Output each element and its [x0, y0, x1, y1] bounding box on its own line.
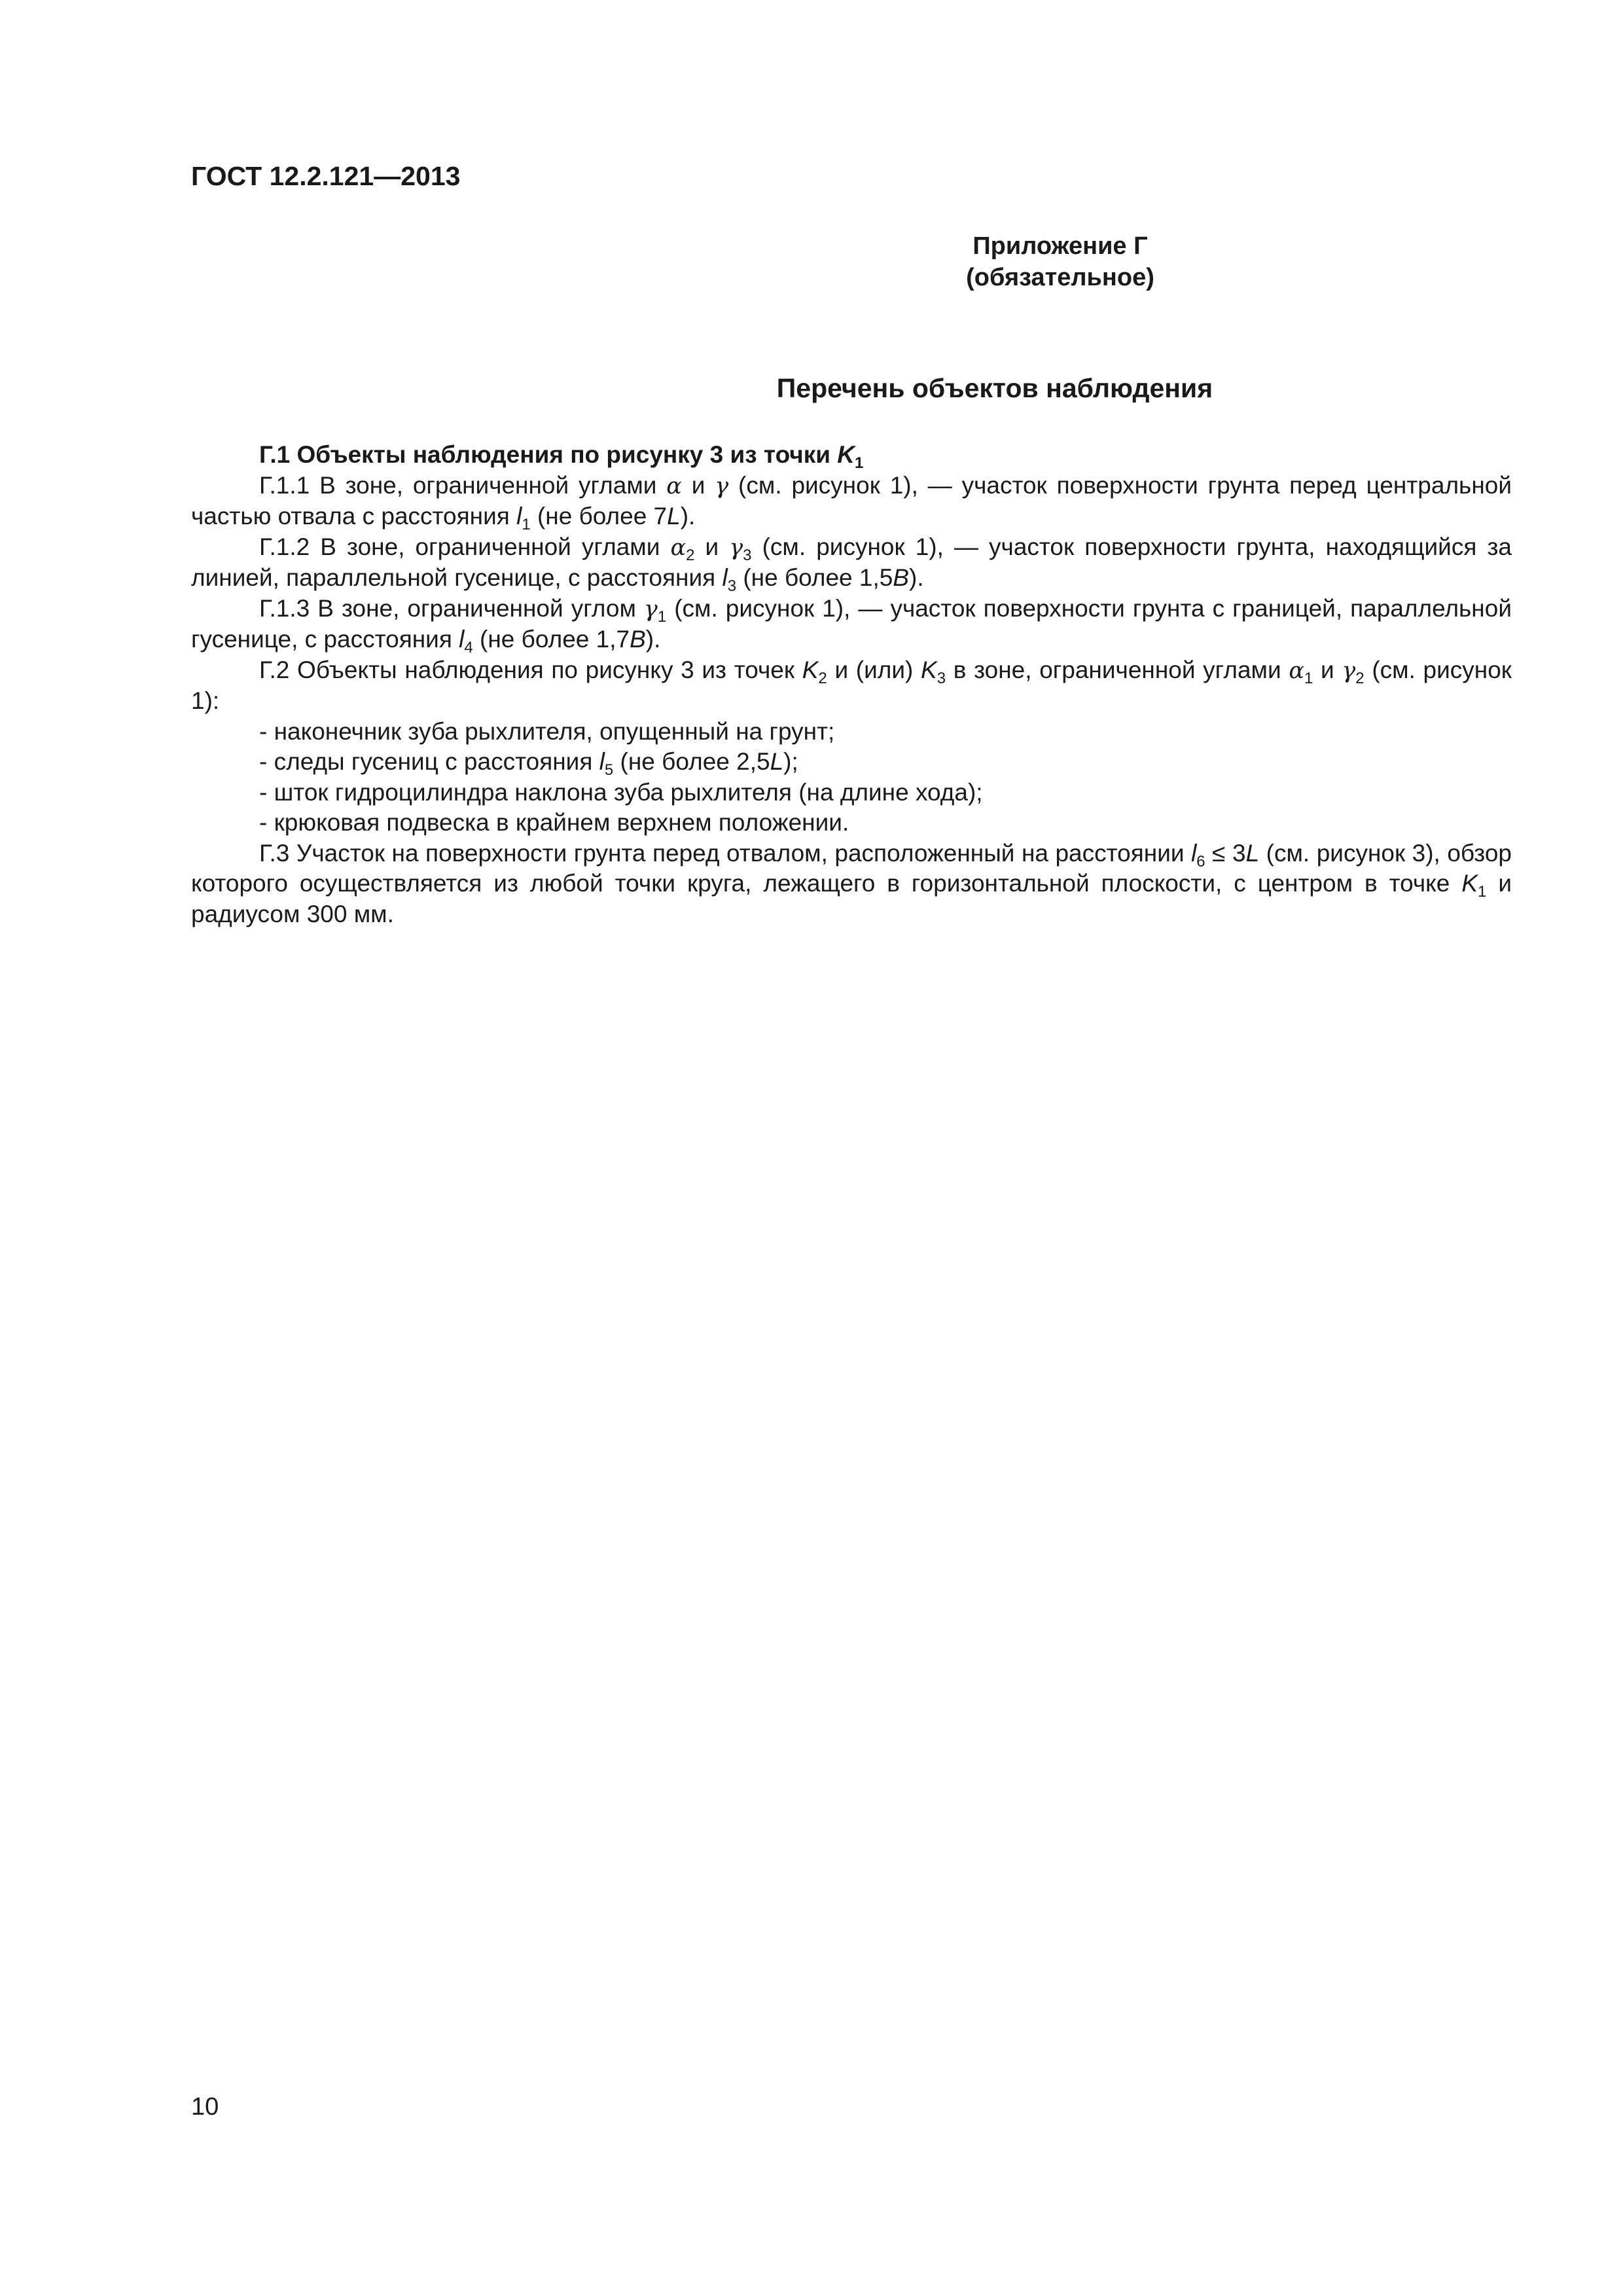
alpha-symbol: α: [1289, 657, 1304, 684]
section-title: Перечень объектов наблюдения: [776, 373, 1213, 403]
gamma-symbol: γ: [1342, 657, 1356, 684]
text: ).: [645, 626, 661, 653]
clause-g1-1: [191, 471, 1512, 532]
text: (не более 1,5: [736, 564, 893, 591]
text: Г.1.1 В зоне, ограниченной углами: [259, 471, 667, 499]
text: (см. рисунок 1), — участок поверхности грунта перед центральной частью отвала с расстояния: [191, 471, 1512, 529]
text: и (или): [827, 656, 921, 683]
gamma-symbol: γ: [643, 596, 658, 622]
text: и: [681, 471, 715, 499]
var-k: K: [921, 656, 937, 683]
var-k: K: [802, 656, 819, 683]
page-number: 10: [191, 2093, 219, 2121]
annex-status: (обязательное): [966, 264, 1154, 291]
var-B: B: [893, 564, 910, 591]
text: Г.3 Участок на поверхности грунта перед отвалом, расположенный на расстоянии: [259, 839, 1192, 867]
list-item: - наконечник зуба рыхлителя, опущенный на грунт;: [259, 717, 835, 745]
var-l: l: [1191, 839, 1197, 867]
document-body: [191, 440, 1512, 929]
text: - следы гусениц с расстояния: [259, 748, 599, 775]
clause-g1-3: [191, 594, 1512, 655]
alpha-symbol: α: [670, 534, 687, 561]
subscript: 3: [727, 577, 737, 595]
annex-heading: [720, 230, 1400, 293]
clause-g1-heading: [191, 440, 1512, 471]
text: и: [1313, 656, 1342, 683]
annex-title: Приложение Г: [972, 232, 1148, 260]
gamma-symbol: γ: [715, 473, 729, 499]
var-k: K: [837, 441, 855, 468]
text: (не более 1,7: [473, 626, 630, 653]
subscript: 1: [1478, 883, 1487, 901]
var-L: L: [1245, 839, 1260, 867]
text: Г.1 Объекты наблюдения по рисунку 3 из точки: [259, 441, 838, 468]
var-l: l: [599, 748, 605, 775]
subscript: 5: [604, 761, 614, 779]
clause-g1-2: [191, 532, 1512, 594]
text: (не более 2,5: [613, 748, 770, 775]
subscript: 2: [818, 669, 827, 687]
text: (см. рисунок 1):: [191, 656, 1512, 714]
text: Г.1.3 В зоне, ограниченной углом: [259, 594, 644, 622]
text: );: [783, 748, 798, 775]
list-item: [191, 747, 1512, 778]
text: ).: [680, 503, 696, 529]
var-B: B: [630, 626, 646, 653]
var-l: l: [459, 626, 465, 653]
subscript: 2: [1355, 669, 1364, 687]
subscript: 1: [657, 607, 667, 626]
text: в зоне, ограниченной углами: [946, 656, 1289, 683]
var-k: K: [1461, 870, 1478, 897]
text: и радиусом 300 мм.: [191, 870, 1512, 927]
document-code: ГОСТ 12.2.121—2013: [191, 161, 461, 191]
subscript: 1: [855, 454, 864, 472]
text: (см. рисунок 1), — участок поверхности грунта с границей, параллельной гусенице, с расстояния: [191, 594, 1512, 653]
text: и: [694, 533, 730, 560]
list-item: - крюковая подвеска в крайнем верхнем положении.: [259, 809, 849, 836]
clause-g2: [191, 655, 1512, 717]
text: Г.1.2 В зоне, ограниченной углами: [259, 533, 671, 560]
alpha-symbol: α: [666, 473, 682, 499]
text: (не более 7: [530, 503, 668, 529]
subscript: 1: [522, 516, 531, 533]
subscript: 2: [686, 546, 695, 564]
gamma-symbol: γ: [729, 534, 743, 561]
text: (см. рисунок 1), — участок поверхности грунта, находящийся за линией, параллельной гусенице, с расстояния: [191, 533, 1512, 591]
text: ≤ 3: [1205, 839, 1246, 867]
subscript: 1: [1304, 669, 1313, 687]
clause-g3: [191, 838, 1512, 930]
subscript: 4: [464, 639, 473, 656]
text: ).: [909, 564, 924, 591]
list-item: - шток гидроцилиндра наклона зуба рыхлителя (на длине хода);: [259, 778, 983, 806]
var-L: L: [667, 503, 681, 529]
subscript: 3: [743, 546, 752, 564]
var-l: l: [516, 503, 522, 529]
text: Г.2 Объекты наблюдения по рисунку 3 из точек: [259, 656, 802, 683]
var-l: l: [722, 564, 728, 591]
text: (см. рисунок 3), обзор которого осуществляется из любой точки круга, лежащего в горизонтальной плоскости, с центром в точке: [191, 839, 1512, 897]
var-L: L: [770, 748, 784, 775]
subscript: 3: [936, 669, 946, 687]
subscript: 6: [1196, 852, 1205, 870]
